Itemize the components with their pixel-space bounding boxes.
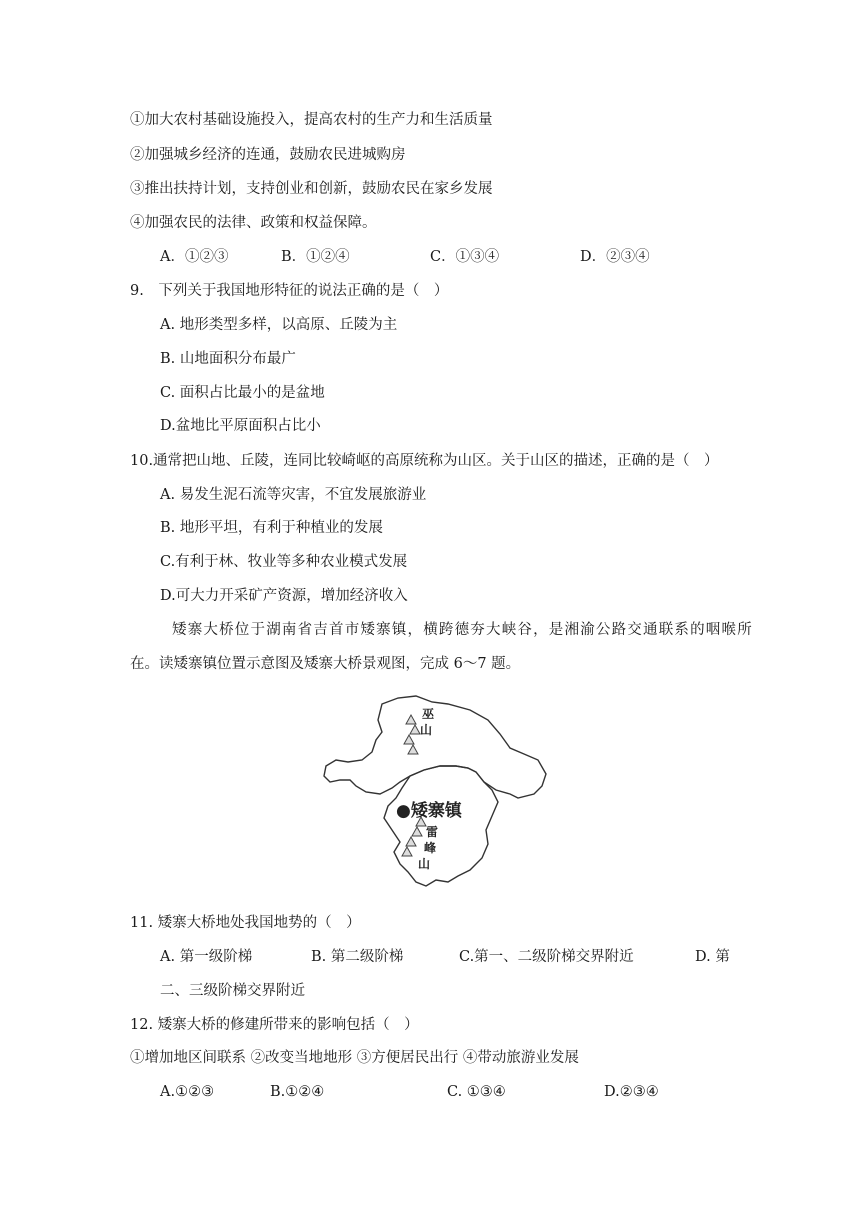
passage-line-2: 在。读矮寨镇位置示意图及矮寨大桥景观图，完成 6～7 题。 <box>130 656 521 672</box>
q12-option-c[interactable]: C. ①③④ <box>447 1084 506 1100</box>
q8-option-c[interactable]: C．①③④ <box>430 249 500 265</box>
q8-statement-4: ④加强农民的法律、政策和权益保障。 <box>130 215 377 231</box>
q8-options <box>0 247 860 267</box>
q10-option-a[interactable]: A. 易发生泥石流等灾害，不宜发展旅游业 <box>160 487 427 503</box>
q11-options <box>0 947 860 967</box>
q10-stem: 10.通常把山地、丘陵，连同比较崎岖的高原统称为山区。关于山区的描述，正确的是（ ） <box>130 453 719 469</box>
map-label-shan2: 山 <box>418 857 431 871</box>
q12-option-a[interactable]: A.①②③ <box>160 1084 215 1100</box>
q9-option-d[interactable]: D.盆地比平原面积占比小 <box>160 418 321 434</box>
q12-option-b[interactable]: B.①②④ <box>270 1084 325 1100</box>
mountain-symbols-leifeng <box>402 817 426 856</box>
q8-option-b[interactable]: B．①②④ <box>281 249 350 265</box>
passage-line-1: 矮寨大桥位于湖南省吉首市矮寨镇，横跨德夯大峡谷，是湘渝公路交通联系的咽喉所 <box>172 622 753 638</box>
map-label-shan1: 山 <box>420 723 433 737</box>
q12-stem: 12. 矮寨大桥的修建所带来的影响包括（ ） <box>130 1017 419 1033</box>
map-label-feng: 峰 <box>424 841 437 855</box>
q8-statement-3: ③推出扶持计划，支持创业和创新，鼓励农民在家乡发展 <box>130 181 493 197</box>
mountain-symbols-wushan <box>404 715 420 754</box>
q11-option-d[interactable]: D. 第 <box>695 949 730 965</box>
q11-option-b[interactable]: B. 第二级阶梯 <box>311 949 404 965</box>
map-label-lei: 雷 <box>426 825 439 839</box>
q12-option-d[interactable]: D.②③④ <box>604 1084 659 1100</box>
q8-statement-2: ②加强城乡经济的连通，鼓励农民进城购房 <box>130 147 406 163</box>
q11-option-a[interactable]: A. 第一级阶梯 <box>160 949 253 965</box>
region-outline <box>324 696 546 798</box>
q12-statements: ①增加地区间联系 ②改变当地地形 ③方便居民出行 ④带动旅游业发展 <box>130 1050 579 1066</box>
q10-option-c[interactable]: C.有利于林、牧业等多种农业模式发展 <box>160 554 408 570</box>
q12-options <box>0 1082 860 1102</box>
aizhai-location-map <box>320 690 550 895</box>
q10-option-d[interactable]: D.可大力开采矿产资源，增加经济收入 <box>160 588 408 604</box>
q11-option-d-continuation: 二、三级阶梯交界附近 <box>160 983 305 999</box>
q8-option-a[interactable]: A．①②③ <box>160 249 229 265</box>
q8-statement-1: ①加大农村基础设施投入，提高农村的生产力和生活质量 <box>130 112 493 128</box>
map-label-wu: 巫 <box>422 707 435 721</box>
q11-option-c[interactable]: C.第一、二级阶梯交界附近 <box>459 949 634 965</box>
q9-option-b[interactable]: B. 山地面积分布最广 <box>160 351 296 367</box>
q10-option-b[interactable]: B. 地形平坦，有利于种植业的发展 <box>160 520 383 536</box>
county-outline <box>384 766 498 886</box>
q9-option-c[interactable]: C. 面积占比最小的是盆地 <box>160 385 325 401</box>
q9-stem: 9. 下列关于我国地形特征的说法正确的是（ ） <box>130 283 449 299</box>
q9-option-a[interactable]: A. 地形类型多样，以高原、丘陵为主 <box>160 317 398 333</box>
q11-stem: 11. 矮寨大桥地处我国地势的（ ） <box>130 915 361 931</box>
q8-option-d[interactable]: D．②③④ <box>580 249 650 265</box>
map-town-label: ●矮寨镇 <box>396 801 462 821</box>
